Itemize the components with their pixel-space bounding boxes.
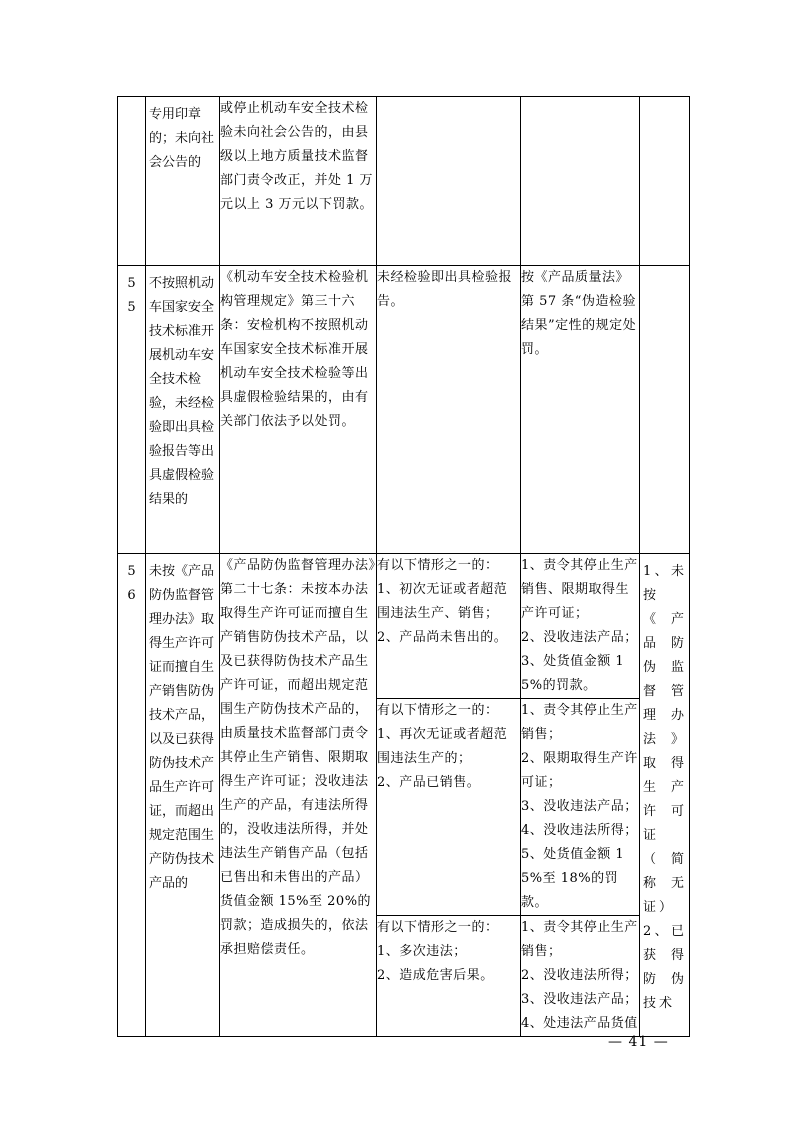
circumstance: 有以下情形之一的： 1、再次无证或者超范围违法生产的； 2、产品已销售。 bbox=[377, 699, 521, 916]
note bbox=[640, 266, 690, 554]
page-number: — 41 — bbox=[608, 1034, 669, 1050]
row-number bbox=[118, 97, 146, 266]
penalty-table bbox=[117, 96, 690, 1037]
row-number: 5 5 bbox=[118, 266, 146, 554]
note bbox=[640, 97, 690, 266]
circumstance: 有以下情形之一的： 1、初次无证或者超范围违法生产、销售； 2、产品尚未售出的。 bbox=[377, 554, 521, 699]
penalty-standard: 1、责令其停止生产销售； 2、限期取得生产许可证； 3、没收违法产品； 4、没收违法所得； 5、处货值金额 15%至 18%的罚款。 bbox=[521, 699, 640, 916]
legal-basis: 《产品防伪监督管理办法》第二十七条：未按本办法取得生产许可证而擅自生产销售防伪技术产品，以及已获得防伪技术产品生产许可证，而超出规定范围生产防伪技术产品的，由质量技术监督部门责令其停止生产销售、限期取得生产许可证；没收违法生产的产品，有违法所得的，没收违法所得，并处违法生产销售产品（包括已售出和未售出的产品）货值金额 15%至 20%的罚款；造成损失的，依法承担赔偿责任。 bbox=[220, 554, 377, 1037]
penalty-standard: 1、责令其停止生产销售、限期取得生产许可证； 2、没收违法产品； 3、处货值金额 15%的罚款。 bbox=[521, 554, 640, 699]
violation-item: 专用印章的；未向社会公告的 bbox=[146, 97, 220, 266]
circumstance: 有以下情形之一的： 1、多次违法； 2、造成危害后果。 bbox=[377, 916, 521, 1037]
note: 1、未按《产品防伪监督管理办法》取得生产许可证（简称无证） 2、已获得防伪技术 bbox=[640, 554, 690, 1037]
penalty-standard: 按《产品质量法》第 57 条“伪造检验结果”定性的规定处罚。 bbox=[521, 266, 640, 554]
violation-item: 未按《产品防伪监督管理办法》取得生产许可证而擅自生产销售防伪技术产品，以及已获得防伪技术产品生产许可证，而超出规定范围生产防伪技术产品的 bbox=[146, 554, 220, 1037]
legal-basis: 或停止机动车安全技术检验未向社会公告的，由县级以上地方质量技术监督部门责令改正，并处 1 万元以上 3 万元以下罚款。 bbox=[220, 97, 377, 266]
legal-basis: 《机动车安全技术检验机构管理规定》第三十六条：安检机构不按照机动车国家安全技术标准开展机动车安全技术检验等出具虚假检验结果的，由有关部门依法予以处罚。 bbox=[220, 266, 377, 554]
penalty-standard: 1、责令其停止生产销售； 2、没收违法所得； 3、没收违法产品； 4、处违法产品货值 bbox=[521, 916, 640, 1037]
circumstance: 未经检验即出具检验报告。 bbox=[377, 266, 521, 554]
table-row bbox=[118, 97, 690, 266]
violation-item: 不按照机动车国家安全技术标准开展机动车安全技术检验，未经检验即出具检验报告等出具虚假检验结果的 bbox=[146, 266, 220, 554]
penalty-standard bbox=[521, 97, 640, 266]
circumstance bbox=[377, 97, 521, 266]
table-row bbox=[118, 266, 690, 554]
row-number: 5 6 bbox=[118, 554, 146, 1037]
table-row bbox=[118, 554, 690, 699]
